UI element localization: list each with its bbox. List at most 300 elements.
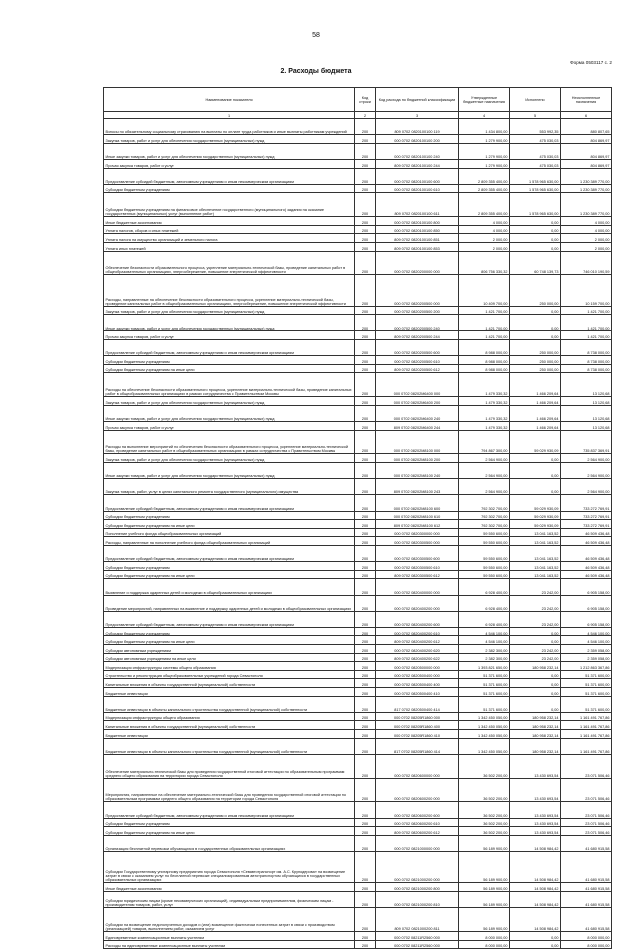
- col-header-line: Код строки: [355, 88, 376, 112]
- row-line-code: 200: [355, 135, 376, 144]
- row-executed: 180 958 232,14: [510, 662, 561, 671]
- table-row: [104, 306, 612, 315]
- row-executed: 1 578 965 630,00: [510, 193, 561, 217]
- row-approved: 51 371 600,00: [459, 696, 510, 712]
- row-approved: 1 342 450 050,00: [459, 712, 510, 721]
- row-name: Субсидии бюджетным учреждениям: [104, 511, 355, 520]
- row-line-code: 200: [355, 143, 376, 159]
- row-budget-code: 000 0702 0820200500 240: [376, 315, 459, 331]
- row-name: Субсидии бюджетным учреждениям: [104, 562, 355, 571]
- row-unexecuted: 6 905 158,00: [561, 611, 612, 627]
- row-budget-code: 000 0702 0820500400 000: [376, 670, 459, 679]
- row-executed: 23 242,00: [510, 645, 561, 654]
- row-unexecuted: 746 010 190,59: [561, 251, 612, 275]
- row-approved: 2 809 355 400,00: [459, 184, 510, 193]
- row-approved: 2 809 355 400,00: [459, 168, 510, 184]
- col-number: 3: [376, 112, 459, 119]
- row-executed: 13 041 163,52: [510, 528, 561, 537]
- table-row: [104, 754, 612, 778]
- row-name: Иные бюджетные ассигнования: [104, 217, 355, 226]
- table-row: [104, 397, 612, 406]
- row-line-code: 200: [355, 356, 376, 365]
- row-name: Субсидии бюджетным учреждениям: [104, 184, 355, 193]
- table-row: [104, 225, 612, 234]
- row-unexecuted: 46 509 436,48: [561, 528, 612, 537]
- row-budget-code: 000 0702 08205R1860 000: [376, 712, 459, 721]
- row-line-code: 200: [355, 454, 376, 463]
- row-approved: 51 371 600,00: [459, 679, 510, 688]
- row-approved: 59 550 600,00: [459, 528, 510, 537]
- table-row: [104, 662, 612, 671]
- row-executed: 250 000,00: [510, 356, 561, 365]
- table-row: [104, 636, 612, 645]
- row-approved: 1 479 330,32: [459, 397, 510, 406]
- table-row: [104, 562, 612, 571]
- row-approved: 36 502 200,00: [459, 802, 510, 818]
- row-executed: 13 430 693,54: [510, 827, 561, 836]
- table-row: [104, 653, 612, 662]
- row-unexecuted: 41 680 915,58: [561, 908, 612, 932]
- table-row: [104, 184, 612, 193]
- row-approved: 4 000,00: [459, 225, 510, 234]
- row-line-code: 200: [355, 225, 376, 234]
- row-budget-code: 000 0702 0820400200 000: [376, 595, 459, 611]
- row-budget-code: 000 0702 0820200000 000: [376, 251, 459, 275]
- row-line-code: 200: [355, 520, 376, 529]
- table-body: [104, 119, 612, 949]
- table-row: [104, 730, 612, 739]
- row-name: Бюджетные инвестиции: [104, 730, 355, 739]
- row-line-code: 200: [355, 168, 376, 184]
- row-approved: 792 302 700,00: [459, 511, 510, 520]
- row-executed: 0,00: [510, 217, 561, 226]
- col-number: 1: [104, 112, 355, 119]
- row-budget-code: 817 0702 08205R1860 414: [376, 738, 459, 754]
- row-unexecuted: 4 546 100,00: [561, 636, 612, 645]
- row-name: Субсидии юридическим лицам (кроме некоммерческих организаций), индивидуальным предпринимателям, физическим лицам - производителям товаров, работ, услуг: [104, 891, 355, 907]
- row-name: Бюджетные инвестиции в объекты капитального строительства государственной (муниципальной) собственности: [104, 738, 355, 754]
- row-executed: 59 029 930,09: [510, 511, 561, 520]
- row-line-code: 200: [355, 340, 376, 356]
- table-row: [104, 356, 612, 365]
- row-name: Прочая закупка товаров, работ и услуг: [104, 331, 355, 340]
- row-line-code: 200: [355, 670, 376, 679]
- row-line-code: 200: [355, 193, 376, 217]
- table-row: [104, 738, 612, 754]
- row-name: Бюджетные инвестиции: [104, 688, 355, 697]
- row-unexecuted: 2 000,00: [561, 242, 612, 251]
- row-unexecuted: 2 564 900,00: [561, 454, 612, 463]
- row-approved: 1 479 330,32: [459, 422, 510, 431]
- table-row: [104, 430, 612, 454]
- row-executed: 1 466 209,64: [510, 405, 561, 421]
- row-budget-code: 000 0702 0820100100 800: [376, 217, 459, 226]
- table-row: [104, 479, 612, 495]
- row-executed: 475 030,03: [510, 135, 561, 144]
- table-row: [104, 818, 612, 827]
- row-executed: 13 041 163,52: [510, 537, 561, 546]
- row-executed: 13 430 693,54: [510, 818, 561, 827]
- row-line-code: 200: [355, 679, 376, 688]
- row-line-code: 200: [355, 645, 376, 654]
- row-unexecuted: 41 680 915,58: [561, 851, 612, 882]
- row-name: Прочая закупка товаров, работ и услуг: [104, 422, 355, 431]
- row-line-code: 200: [355, 495, 376, 511]
- row-name: Иные закупки товаров, работ и услуг для обеспечения государственных (муниципальных) нужд: [104, 315, 355, 331]
- row-unexecuted: 1 230 389 770,00: [561, 168, 612, 184]
- row-name: Субсидии бюджетным учреждениям на иные цели: [104, 636, 355, 645]
- row-name: Закупка товаров, работ и услуг для обеспечения государственных (муниципальных) нужд: [104, 135, 355, 144]
- row-line-code: 200: [355, 818, 376, 827]
- row-line-code: 200: [355, 234, 376, 243]
- row-executed: 0,00: [510, 696, 561, 712]
- row-name: Субсидии бюджетным учреждениям на иные цели: [104, 827, 355, 836]
- table-row: [104, 511, 612, 520]
- row-name: Предоставление субсидий бюджетным, автономным учреждениям и иным некоммерческим организациям: [104, 545, 355, 561]
- table-row: [104, 883, 612, 892]
- row-unexecuted: 2 564 900,00: [561, 479, 612, 495]
- row-approved: 792 302 700,00: [459, 495, 510, 511]
- table-row: [104, 611, 612, 627]
- row-unexecuted: 733 272 769,91: [561, 511, 612, 520]
- table-row: [104, 579, 612, 595]
- table-row: [104, 193, 612, 217]
- row-unexecuted: 880 807,65: [561, 119, 612, 135]
- row-unexecuted: 41 680 915,58: [561, 891, 612, 907]
- row-name: Закупка товаров, работ, услуг в целях капитального ремонта государственного (муниципального) имущества: [104, 479, 355, 495]
- row-unexecuted: 10 159 700,00: [561, 275, 612, 306]
- row-unexecuted: 23 071 506,46: [561, 754, 612, 778]
- row-budget-code: 000 0702 08211R2560 000: [376, 931, 459, 940]
- row-line-code: 200: [355, 545, 376, 561]
- row-budget-code: 000 0702 0820400200 620: [376, 645, 459, 654]
- row-unexecuted: 1 421 700,00: [561, 331, 612, 340]
- row-budget-code: 000 0702 0820500000 000: [376, 662, 459, 671]
- table-row: [104, 595, 612, 611]
- row-unexecuted: 1 230 389 770,00: [561, 184, 612, 193]
- row-executed: 0,00: [510, 931, 561, 940]
- row-line-code: 200: [355, 463, 376, 479]
- row-approved: 56 189 900,00: [459, 883, 510, 892]
- row-executed: 13 430 693,54: [510, 802, 561, 818]
- row-name: Организация бесплатной перевозки обучающихся в государственных образовательных организациях: [104, 835, 355, 851]
- row-unexecuted: 13 120,68: [561, 373, 612, 397]
- row-approved: 2 382 300,00: [459, 653, 510, 662]
- row-line-code: 200: [355, 159, 376, 168]
- row-line-code: 200: [355, 570, 376, 579]
- row-unexecuted: 804 869,97: [561, 143, 612, 159]
- row-unexecuted: 804 869,97: [561, 135, 612, 144]
- row-unexecuted: 13 120,68: [561, 397, 612, 406]
- col-number: 4: [459, 112, 510, 119]
- row-line-code: 200: [355, 754, 376, 778]
- row-budget-code: 809 0702 0820100100 119: [376, 119, 459, 135]
- row-line-code: 200: [355, 653, 376, 662]
- row-name: Расходы, направленные на пополнение учебного фонда общеобразовательных организаций: [104, 537, 355, 546]
- row-executed: 1 466 209,64: [510, 422, 561, 431]
- row-executed: 0,00: [510, 454, 561, 463]
- row-name: Предоставление субсидий бюджетным, автономным учреждениям и иным некоммерческим организациям: [104, 495, 355, 511]
- row-approved: 4 546 100,00: [459, 627, 510, 636]
- row-line-code: 200: [355, 778, 376, 802]
- row-name: Уплата иных платежей: [104, 242, 355, 251]
- row-unexecuted: 8 738 000,00: [561, 364, 612, 373]
- row-approved: 56 189 900,00: [459, 851, 510, 882]
- row-name: Расходы на единовременные компенсационные выплаты учителям: [104, 940, 355, 949]
- row-budget-code: 000 0702 08202M8100 610: [376, 511, 459, 520]
- row-executed: 1 578 965 630,00: [510, 184, 561, 193]
- row-line-code: 200: [355, 217, 376, 226]
- table-header-row: [104, 88, 612, 112]
- row-unexecuted: 51 371 600,00: [561, 679, 612, 688]
- table-row: [104, 851, 612, 882]
- row-executed: 0,00: [510, 242, 561, 251]
- row-budget-code: 000 0702 0820600200 600: [376, 802, 459, 818]
- row-unexecuted: 1 212 863 367,86: [561, 662, 612, 671]
- row-approved: 1 279 900,00: [459, 143, 510, 159]
- row-line-code: 200: [355, 696, 376, 712]
- row-executed: 250 000,00: [510, 364, 561, 373]
- table-row: [104, 251, 612, 275]
- row-approved: 59 550 600,00: [459, 545, 510, 561]
- table-row: [104, 168, 612, 184]
- row-approved: 6 928 400,00: [459, 611, 510, 627]
- row-approved: 51 371 600,00: [459, 688, 510, 697]
- table-row: [104, 275, 612, 306]
- row-line-code: 200: [355, 688, 376, 697]
- row-unexecuted: 8 000 000,00: [561, 931, 612, 940]
- row-executed: 59 029 930,09: [510, 520, 561, 529]
- row-unexecuted: 804 869,97: [561, 159, 612, 168]
- row-budget-code: 000 0702 0820200500 000: [376, 275, 459, 306]
- table-row: [104, 570, 612, 579]
- row-unexecuted: 4 000,00: [561, 225, 612, 234]
- table-row: [104, 721, 612, 730]
- row-executed: 0,00: [510, 679, 561, 688]
- row-name: Единовременные компенсационные выплаты учителям: [104, 931, 355, 940]
- row-approved: 8 000 000,00: [459, 931, 510, 940]
- row-budget-code: 000 0702 08202M8100 000: [376, 430, 459, 454]
- row-budget-code: 000 0702 0820600200 000: [376, 778, 459, 802]
- row-unexecuted: 8 738 000,00: [561, 340, 612, 356]
- row-budget-code: 000 0702 0820300000 000: [376, 528, 459, 537]
- row-executed: 14 508 984,42: [510, 908, 561, 932]
- row-unexecuted: 23 071 506,46: [561, 802, 612, 818]
- row-unexecuted: 1 230 389 770,00: [561, 193, 612, 217]
- row-name: Пополнение учебного фонда общеобразовательных организаций: [104, 528, 355, 537]
- row-approved: 1 479 330,32: [459, 405, 510, 421]
- row-budget-code: 000 0702 0820100100 850: [376, 225, 459, 234]
- row-line-code: 200: [355, 479, 376, 495]
- row-approved: 1 421 700,00: [459, 315, 510, 331]
- row-approved: 36 502 200,00: [459, 827, 510, 836]
- row-name: Бюджетные инвестиции в объекты капитального строительства государственной (муниципальной) собственности: [104, 696, 355, 712]
- table-row: [104, 242, 612, 251]
- row-unexecuted: 46 509 436,48: [561, 545, 612, 561]
- table-row: [104, 537, 612, 546]
- row-approved: 794 867 300,00: [459, 430, 510, 454]
- row-executed: 13 430 693,54: [510, 754, 561, 778]
- row-executed: 23 242,00: [510, 653, 561, 662]
- row-name: Мероприятия, направленные на обеспечение материально-технической базы для проведения государственной итоговой аттестации по образовательным программам среднего общего образования на территории города Севастополя: [104, 778, 355, 802]
- row-name: Субсидии на возмещение недополученных доходов и (или) возмещение фактически понесенных затрат в связи с производством (реализацией) товаров, выполнением работ, оказанием услуг: [104, 908, 355, 932]
- row-name: Иные закупки товаров, работ и услуг для обеспечения государственных (муниципальных) нужд: [104, 463, 355, 479]
- row-budget-code: 000 0702 0820400200 610: [376, 627, 459, 636]
- row-budget-code: 809 0702 0820100100 851: [376, 234, 459, 243]
- row-executed: 0,00: [510, 225, 561, 234]
- row-approved: 792 302 700,00: [459, 520, 510, 529]
- row-unexecuted: 1 161 491 767,86: [561, 730, 612, 739]
- row-name: Расходы, направленные на обеспечение безопасности образовательного процесса, укрепление материально-технической базы, проведение капитальных работ в общеобразовательных организациях, энергосбережение, повышение энергетической эффективности: [104, 275, 355, 306]
- row-budget-code: 809 0702 0820100100 611: [376, 193, 459, 217]
- row-unexecuted: 6 905 158,00: [561, 595, 612, 611]
- row-budget-code: 000 0702 08205R1860 410: [376, 730, 459, 739]
- row-name: Расходы на выполнение мероприятий по обеспечению безопасности образовательного процесса, укрепление материально-технической базы, проведение капитальных работ в общеобразовательных организациях в рамках сотрудничества с Правительством Москвы: [104, 430, 355, 454]
- row-budget-code: 000 0702 0821000200 810: [376, 891, 459, 907]
- row-unexecuted: 735 837 369,91: [561, 430, 612, 454]
- row-approved: 1 434 800,00: [459, 119, 510, 135]
- row-unexecuted: 4 546 100,00: [561, 627, 612, 636]
- row-executed: 475 030,03: [510, 159, 561, 168]
- table-row: [104, 908, 612, 932]
- row-unexecuted: 2 564 900,00: [561, 463, 612, 479]
- row-line-code: 200: [355, 851, 376, 882]
- row-executed: 13 041 163,52: [510, 562, 561, 571]
- row-line-code: 200: [355, 931, 376, 940]
- row-line-code: 200: [355, 662, 376, 671]
- row-line-code: 200: [355, 835, 376, 851]
- row-line-code: 200: [355, 636, 376, 645]
- row-approved: 1 342 450 050,00: [459, 730, 510, 739]
- row-line-code: 200: [355, 397, 376, 406]
- row-name: Уплата налогов, сборов и иных платежей: [104, 225, 355, 234]
- row-approved: 2 564 900,00: [459, 454, 510, 463]
- row-budget-code: 000 0702 08205R1860 400: [376, 721, 459, 730]
- row-unexecuted: 2 000,00: [561, 234, 612, 243]
- row-executed: 23 242,00: [510, 611, 561, 627]
- col-header-code: Код расхода по бюджетной классификации: [376, 88, 459, 112]
- row-name: Модернизация инфраструктуры общего образования: [104, 712, 355, 721]
- table-row: [104, 364, 612, 373]
- table-row: [104, 422, 612, 431]
- table-row: [104, 835, 612, 851]
- row-budget-code: 809 0702 0820200500 612: [376, 364, 459, 373]
- row-approved: 8 000 000,00: [459, 940, 510, 949]
- row-unexecuted: 1 421 700,00: [561, 315, 612, 331]
- row-approved: 4 000,00: [459, 217, 510, 226]
- expenses-table: [103, 87, 612, 949]
- row-unexecuted: 1 421 700,00: [561, 306, 612, 315]
- row-approved: 36 502 200,00: [459, 754, 510, 778]
- row-executed: 23 242,00: [510, 579, 561, 595]
- col-header-unexecuted: Неисполненные назначения: [561, 88, 612, 112]
- row-name: Капитальные вложения в объекты государственной (муниципальной) собственности: [104, 721, 355, 730]
- row-executed: 14 508 984,42: [510, 851, 561, 882]
- col-header-executed: Исполнено: [510, 88, 561, 112]
- row-name: Выявление и поддержка одаренных детей и молодежи в общеобразовательных организациях: [104, 579, 355, 595]
- row-executed: 13 041 163,52: [510, 570, 561, 579]
- row-approved: 806 756 330,32: [459, 251, 510, 275]
- row-budget-code: 809 0702 0820400200 612: [376, 636, 459, 645]
- row-line-code: 200: [355, 802, 376, 818]
- row-executed: 553 992,35: [510, 119, 561, 135]
- row-unexecuted: 6 905 158,00: [561, 579, 612, 595]
- row-executed: 475 030,03: [510, 143, 561, 159]
- row-line-code: 200: [355, 595, 376, 611]
- row-name: Проведение мероприятий, направленных на выявление и поддержку одаренных детей и молодежи в общеобразовательных организациях: [104, 595, 355, 611]
- row-unexecuted: 733 272 769,91: [561, 495, 612, 511]
- row-name: Предоставление субсидий бюджетным, автономным учреждениям и иным некоммерческим организациям: [104, 168, 355, 184]
- row-approved: 1 279 900,00: [459, 135, 510, 144]
- row-budget-code: 000 0702 0820300500 600: [376, 545, 459, 561]
- row-unexecuted: 8 738 000,00: [561, 356, 612, 365]
- row-line-code: 200: [355, 721, 376, 730]
- row-line-code: 200: [355, 422, 376, 431]
- row-executed: 180 958 232,14: [510, 721, 561, 730]
- row-unexecuted: 51 371 600,00: [561, 688, 612, 697]
- row-executed: 14 508 984,42: [510, 883, 561, 892]
- row-unexecuted: 23 071 506,46: [561, 827, 612, 836]
- row-unexecuted: 2 359 058,00: [561, 645, 612, 654]
- column-numbers-row: [104, 112, 612, 119]
- row-executed: 1 466 209,64: [510, 397, 561, 406]
- row-name: Закупка товаров, работ и услуг для обеспечения государственных (муниципальных) нужд: [104, 306, 355, 315]
- row-approved: 56 189 900,00: [459, 908, 510, 932]
- row-approved: 8 988 000,00: [459, 356, 510, 365]
- row-name: Модернизация инфраструктуры системы общего образования: [104, 662, 355, 671]
- table-row: [104, 696, 612, 712]
- row-line-code: 200: [355, 712, 376, 721]
- row-approved: 56 189 900,00: [459, 835, 510, 851]
- row-unexecuted: 51 371 600,00: [561, 696, 612, 712]
- row-line-code: 200: [355, 373, 376, 397]
- row-executed: 0,00: [510, 234, 561, 243]
- table-row: [104, 802, 612, 818]
- row-executed: 0,00: [510, 636, 561, 645]
- row-name: Субсидии Государственному унитарному предприятию города Севастополя «Севавтотранспорт им. А.С. Круподерова» на возмещение затрат в связи с оказанием услуг по бесплатной перевозке специализированным автотранспортом обучающихся в государственных образовательных организациях: [104, 851, 355, 882]
- row-budget-code: 000 0702 0820200500 200: [376, 306, 459, 315]
- row-approved: 59 550 600,00: [459, 570, 510, 579]
- row-approved: 1 393 821 650,00: [459, 662, 510, 671]
- row-line-code: 200: [355, 627, 376, 636]
- row-executed: 59 029 930,09: [510, 495, 561, 511]
- row-line-code: 200: [355, 730, 376, 739]
- row-budget-code: 000 0702 08202M8100 600: [376, 495, 459, 511]
- row-line-code: 200: [355, 306, 376, 315]
- row-budget-code: 809 0702 0820600200 612: [376, 827, 459, 836]
- row-name: Закупка товаров, работ и услуг для обеспечения государственных (муниципальных) нужд: [104, 454, 355, 463]
- row-line-code: 200: [355, 251, 376, 275]
- row-line-code: 200: [355, 430, 376, 454]
- row-unexecuted: 1 161 491 767,86: [561, 721, 612, 730]
- row-executed: 13 430 693,54: [510, 778, 561, 802]
- row-executed: 180 958 232,14: [510, 738, 561, 754]
- row-line-code: 200: [355, 908, 376, 932]
- row-line-code: 200: [355, 275, 376, 306]
- row-budget-code: 000 0702 0820400200 600: [376, 611, 459, 627]
- row-name: Субсидии бюджетным учреждениям: [104, 818, 355, 827]
- row-unexecuted: 8 000 000,00: [561, 940, 612, 949]
- row-executed: 1 578 965 630,00: [510, 168, 561, 184]
- row-unexecuted: 46 509 436,48: [561, 537, 612, 546]
- row-budget-code: 000 0702 08202M6400 240: [376, 405, 459, 421]
- row-approved: 59 550 600,00: [459, 537, 510, 546]
- row-executed: 14 508 984,42: [510, 891, 561, 907]
- row-name: Субсидии бюджетным учреждениям на иные цели: [104, 364, 355, 373]
- table-row: [104, 891, 612, 907]
- row-line-code: 200: [355, 119, 376, 135]
- row-name: Закупка товаров, работ и услуг для обеспечения государственных (муниципальных) нужд: [104, 397, 355, 406]
